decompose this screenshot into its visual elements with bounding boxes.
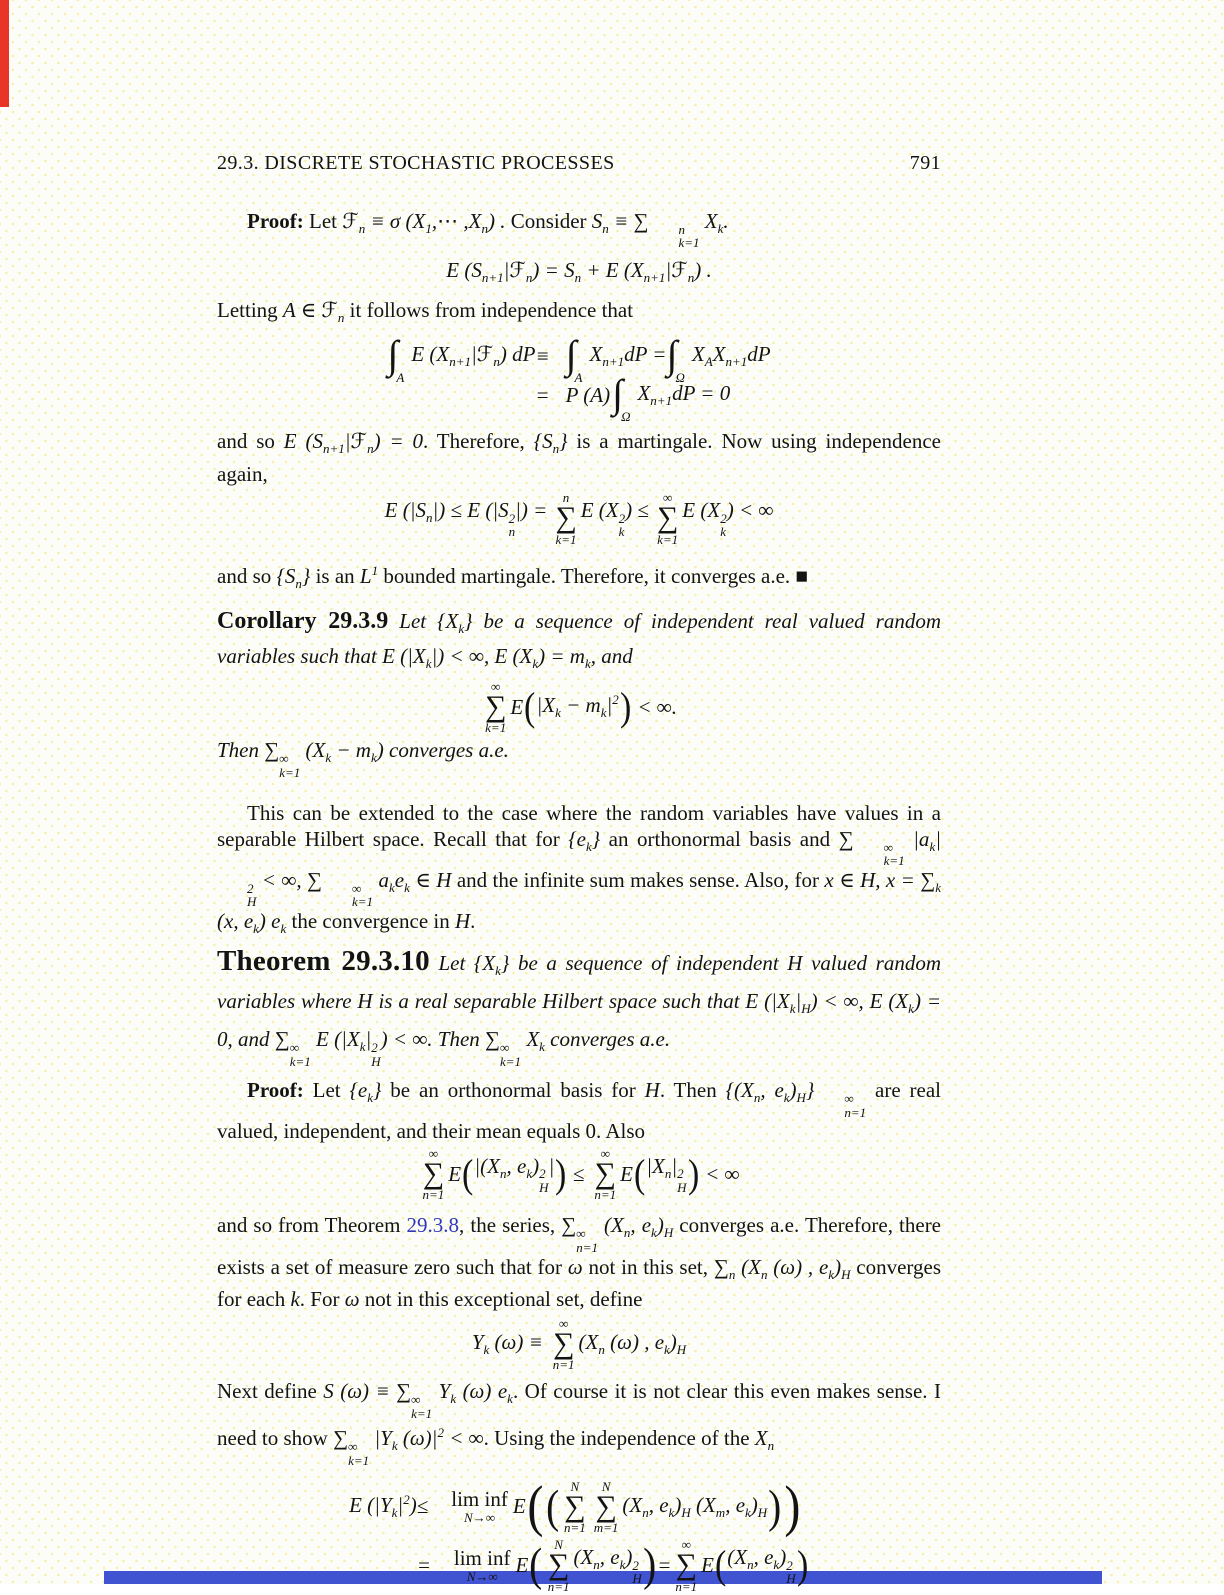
equation-orthonormal-bound [217,1147,941,1202]
text-run: $\{e_k\}$ [349,1078,382,1106]
text-run: Consider [510,209,592,233]
text-run: $\sum_n$ ($X_n$ (ω) , $e_k)_H$ [713,1254,851,1282]
text-run: . Of course it is not clear this even makes sense. I need to show [217,1379,941,1451]
paragraph-l1-bounded [217,558,941,597]
text-run: $S_n$ ≡ ∑ n k=1 $X_k$. [591,209,729,251]
text-run: and the infinite sum makes sense. Also, for [451,868,825,892]
text-run: Letting [217,298,283,323]
equation-liminf-derivation [217,1475,941,1595]
paragraph-proof-theorem [217,1078,941,1145]
text-run: it follows from independence that [344,298,634,323]
equation-rhs [535,332,771,385]
text-run: is a martingale. Now using independence again, [217,429,941,486]
text-run: are real valued, independent, and their mean equals 0. Also [217,1078,941,1144]
math-text: E $(S_{n+1}|ℱ_n) = S_n + E$ $(X_{n+1}|ℱ_n)$ . [446,258,712,286]
text-run: not in this set, [582,1254,714,1279]
equation-lhs [387,332,536,385]
math-text: E $(|S_n|) \le E$ (|S 2 n |) = [384,497,548,540]
text-run: H [644,1078,660,1103]
sum-operator: ∞ ∑ k=1 [656,490,679,547]
math-text: < ∞ [699,1161,740,1186]
equation-rhs [535,371,770,424]
math-text: ≤ [567,1161,585,1186]
bold-label: Proof: [247,209,310,233]
text-run: Let $\{X_k\}$ be a sequence of independent real valued random variables such that E $(|X_k|)$ < ∞, E $(X_k) = m_k$, and [217,609,941,672]
sum-operator: ∞ ∑ n=1 [422,1145,445,1203]
text-run: k [290,1287,300,1312]
text-run: the convergence in [286,909,455,934]
math-text: $|X_k - m_k|^2$ [536,692,619,721]
page-header [217,152,941,175]
math-text: = [657,1552,672,1577]
bold-label: Proof: [247,1078,313,1103]
sum-operator: ∞ ∑ k=1 [484,678,507,736]
text-run: an orthonormal basis and [600,826,839,851]
heading-label: Corollary 29.3.9 [217,608,389,635]
text-run: Let [309,209,343,233]
integral-operator: $\int_\Omega$ [612,371,631,424]
text-run: {($X_n$, $e_k)_H$} ∞ n=1 [725,1078,867,1120]
text-run: ∑ ∞ k=1 $|Y_k$ $(\omega)|^2$ < ∞ [333,1425,484,1468]
math-text: ($X_n$, $e_k$) 2 H [573,1544,642,1587]
big-delimiter: ) [687,1151,699,1197]
text-run: . [470,909,476,934]
math-text: $Y_k$ (ω) ≡ [471,1329,543,1358]
equation-yk-definition [217,1317,941,1372]
equation-rhs [416,1475,809,1539]
text-run: ∑ ∞ n=1 ($X_n$, $e_k)_H$ [561,1213,674,1255]
left-edge-stripe [0,0,9,107]
paragraph-next-define [217,1379,941,1467]
big-delimiter: ) [796,1542,808,1588]
text-run: $X_n$ [754,1426,775,1454]
math-text: ($X_n$ (ω) , $e_k)_H$ [578,1329,687,1358]
liminf-operator: lim inf N→∞ [451,1487,508,1526]
math-text: = [535,383,550,407]
text-run: and so [217,563,277,588]
math-text: ≡ [535,344,550,368]
math-text: E (X 2 k ) ≤ [580,497,649,540]
text-run: A ∈ ℱ$_n$ [282,298,345,326]
text-run: S (ω) ≡ ∑ ∞ k=1 $Y_k$ (ω) $e_k$ [323,1379,513,1421]
sum-operator: n ∑ k=1 [555,490,577,547]
equation-conditional-expectation [217,258,941,286]
math-text: $|(X_n$, $e_k$) 2 H | [474,1153,555,1196]
text-run: . Then [659,1078,726,1103]
integral-operator: $\int_A$ [387,332,405,385]
theorem-29-3-10 [217,946,941,1069]
text-run: ω [567,1254,583,1279]
math-text: ($X_n$, $e_k$) 2 H [727,1544,796,1587]
math-text: E [515,1552,529,1577]
equation-lhs [349,1536,417,1595]
math-text: ≤ [416,1494,429,1519]
paragraph-theorem-2938 [217,1213,941,1312]
math-text: E [512,1494,526,1519]
big-delimiter: ( [529,1539,543,1591]
big-delimiter: ) [768,1480,782,1532]
text-run: . For [299,1287,345,1312]
math-text: $X_{n+1}dP = 0$ [637,381,731,409]
text-run: . Using the independence of the [483,1426,755,1451]
text-run: $L^1$ [359,562,379,588]
integral-operator: $\int_\Omega$ [666,332,685,385]
text-run: bounded martingale. Therefore, it converges a.e. [378,563,796,588]
big-delimiter: ) [619,684,632,730]
corollary-29-3-9 [217,608,941,677]
text-run: ∑ ∞ k=1 $|a_k|$ 2 H < ∞, ∑ ∞ k=1 $a_ke_k$ ∈ H [247,826,941,910]
text-run: $\{S_n\}$ [533,429,568,457]
paragraph-hilbert-extension [217,801,941,941]
paragraph-martingale [217,429,941,487]
big-delimiter: ( [527,1475,544,1539]
big-delimiter: ( [545,1480,559,1532]
math-text: E (X 2 k ) < ∞ [682,497,774,540]
math-text: E [701,1552,714,1577]
integral-operator: $\int_A$ [565,332,583,385]
math-text: $|X_n|$ 2 H [646,1153,687,1196]
big-delimiter: ( [714,1542,727,1588]
sum-operator: ∞ ∑ n=1 [594,1145,617,1203]
math-text: E [448,1161,462,1186]
liminf-operator: lim inf N→∞ [453,1545,511,1584]
big-delimiter: ( [524,684,536,730]
text-run: H [455,909,471,934]
math-text: $X_{n+1}dP$ = [589,342,667,370]
equation-corollary-sum [217,680,941,735]
page-number: 791 [909,152,941,174]
equation-lhs [349,1478,417,1537]
text-run [388,609,399,633]
text-run: This can be extended to the case where the random variables have values in a separable Hilbert space. Recall that for [217,801,941,851]
text-run: $\{e_k\}$ [568,826,601,855]
math-text: $X_AX_{n+1}dP$ [691,342,771,370]
paragraph-proof-intro [217,209,941,250]
text-run: and so from Theorem [217,1213,407,1238]
page-content [217,152,941,1595]
sum-operator: ∞ ∑ n=1 [675,1537,698,1594]
text-run: Let $\{X_k\}$ be a sequence of independent H valued random variables where H is a real separable Hilbert space such that E $(|X_k|_H)$ < ∞, E $(X_k) = 0$, and ∑ ∞ k=1 E ($|X_k|$ 2 H ) < ∞. Then ∑ ∞ k=1 $X_k$ converges a.e. [217,950,942,1069]
math-text: = [416,1552,431,1577]
equation-integral-derivation [217,332,941,424]
heading-label: Theorem 29.3.10 [217,944,430,977]
math-text: E [620,1161,633,1186]
text-run: not in this exceptional set, define [359,1287,643,1312]
text-run: . Therefore, [423,429,534,453]
math-text: P (A) [565,383,611,407]
math-text: E $(X_{n+1}|ℱ_n)$ dP [411,342,536,370]
text-run: ℱ$_n$ ≡ σ ($X_1,\cdots$ $,X_n$) . [342,209,511,237]
sum-operator: N ∑ n=1 [563,1478,586,1535]
text-run: , the series, [459,1213,562,1238]
text-run: and so [217,429,284,453]
text-run: Then ∑ ∞ k=1 $(X_k - m_k)$ converges a.e. [217,738,509,780]
math-text: ($X_n$, $e_k)_H$ ($X_m$, $e_k)_H$ [622,1492,768,1520]
big-delimiter: ) [642,1539,657,1591]
big-delimiter: ) [555,1151,567,1197]
text-run: $\{S_n\}$ [276,563,311,591]
sum-operator: ∞ ∑ n=1 [552,1315,575,1373]
sum-operator: N ∑ n=1 [547,1537,570,1594]
text-run: Let [312,1078,350,1103]
math-text: E $(|Y_k|^2)$ [349,1492,417,1521]
text-run: be an orthonormal basis for [381,1078,645,1103]
text-run: is an [310,563,360,588]
text-run: converges for each [217,1254,942,1312]
text-run: ω [344,1287,360,1312]
big-delimiter: ) [783,1475,801,1539]
math-text: E [510,694,524,719]
big-delimiter: ( [633,1151,646,1197]
text-run: converges a.e. Therefore, there exists a set of measure zero such that for [217,1213,942,1279]
math-text: < ∞. [632,694,677,719]
text-run: Next define [217,1379,324,1404]
equation-lhs [387,376,535,415]
paragraph-then-converges [217,738,941,779]
section-heading: 29.3. DISCRETE STOCHASTIC PROCESSES [217,152,615,174]
big-delimiter: ( [462,1151,474,1197]
text-run: x ∈ H, $x = \sum_k$ (x, $e_k$) $e_k$ [217,868,941,937]
sum-operator: N ∑ m=1 [593,1478,619,1535]
text-run: ■ [795,563,809,588]
paragraph-letting [217,298,941,331]
text-run: E $(S_{n+1}|ℱ_n) = 0$ [283,429,424,457]
equation-l2-bound [217,491,941,546]
theorem-29-3-8-link[interactable]: 29.3.8 [406,1213,460,1238]
equation-rhs [417,1536,809,1595]
